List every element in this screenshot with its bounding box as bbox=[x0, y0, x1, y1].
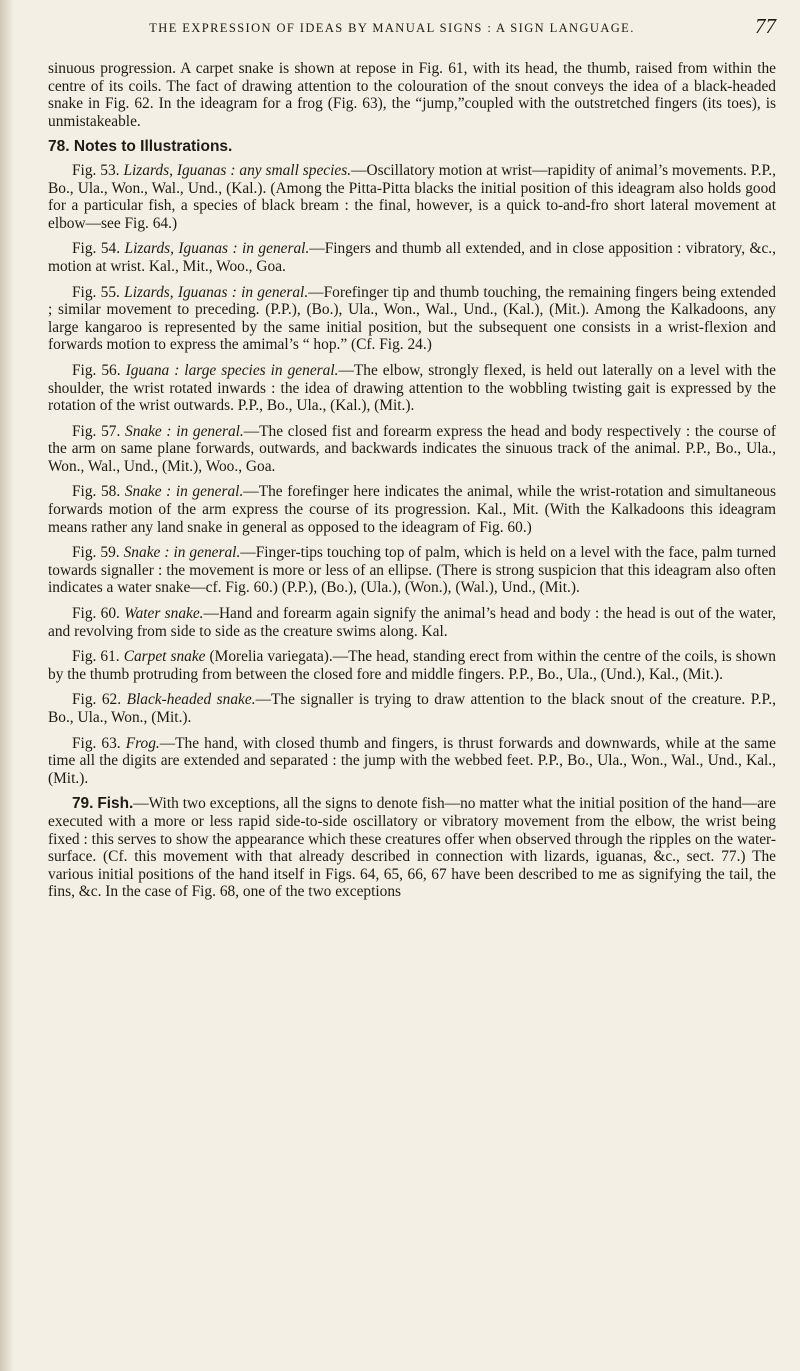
page-number: 77 bbox=[755, 14, 776, 38]
fig-57-ref: Fig. 57. bbox=[72, 422, 121, 440]
note-fig-56 bbox=[48, 362, 776, 415]
note-fig-62 bbox=[48, 691, 776, 726]
section-79-number: 79. bbox=[72, 795, 94, 813]
fig-58-name: Snake : in general. bbox=[124, 483, 244, 501]
fig-54-name: Lizards, Iguanas : in general. bbox=[124, 240, 310, 258]
page-edge-shadow bbox=[0, 0, 14, 1371]
section-78-heading bbox=[48, 138, 776, 156]
fig-60-ref: Fig. 60. bbox=[72, 605, 120, 623]
intro-paragraph: sinuous progression. A carpet snake is shown at repose in Fig. 61, with its head, the thumb, raised from within the centre of its coils. The fact of drawing attention to the colouration of the snout conveys the idea of a black-headed snake in Fig. 62. In the ideagram for a frog (Fig. 63), the “jump,”coupled with the outstretched fingers (its toes), is unmistakeable. bbox=[48, 60, 776, 130]
fig-60-text: —Hand and forearm again signify the animal’s head and body : the head is out of the water, and revolving from side to side as the creature swims along. Kal. bbox=[48, 605, 777, 640]
fig-57-name: Snake : in general. bbox=[125, 422, 244, 440]
fig-55-ref: Fig. 55. bbox=[72, 283, 120, 301]
fig-58-ref: Fig. 58. bbox=[72, 483, 121, 501]
fig-58-text: —The forefinger here indicates the animal, while the wrist-rotation and simultaneous forwards motion of the arm express the course of its progression. Kal., Mit. (With the Kalkadoons this ideagram means rather any land snake in general as opposed to the ideagram of Fig. 60.) bbox=[48, 483, 776, 536]
fig-56-name: Iguana : large species in general. bbox=[125, 361, 339, 379]
section-79-text: —With two exceptions, all the signs to denote fish—no matter what the initial position of the hand—are executed with a more or less rapid side-to-side oscillatory or vibratory movement from the elbow, the wrist being fixed : this serves to show the appearance which these creatures offer when observed through the ripples on the water-surface. (Cf. this movement with that already described in connection with lizards, iguanas, &c., sect. 77.) The various initial positions of the hand itself in Figs. 64, 65, 66, 67 have been described to me as signifying the tail, the fins, &c. In the case of Fig. 68, one of the two exceptions bbox=[48, 795, 776, 901]
note-fig-53 bbox=[48, 162, 776, 232]
fig-59-name: Snake : in general. bbox=[123, 544, 241, 562]
fig-63-name: Frog. bbox=[125, 734, 160, 752]
note-fig-55 bbox=[48, 284, 776, 354]
note-fig-61 bbox=[48, 648, 776, 683]
section-79-title: Fish. bbox=[97, 795, 134, 813]
fig-62-name: Black-headed snake. bbox=[126, 691, 256, 709]
note-fig-63 bbox=[48, 735, 776, 788]
fig-63-text: —The hand, with closed thumb and fingers, is thrust forwards and downwards, while at the same time all the digits are extended and separated : the jump with the webbed feet. P.P., Bo., Ula., Won., Wal., Und., Kal., (Mit.). bbox=[48, 734, 776, 787]
note-fig-57 bbox=[48, 423, 776, 476]
fig-56-ref: Fig. 56. bbox=[72, 361, 121, 379]
note-fig-59 bbox=[48, 544, 776, 597]
note-fig-58 bbox=[48, 483, 776, 536]
fig-61-name: Carpet snake bbox=[123, 648, 206, 666]
fig-61-ref: Fig. 61. bbox=[72, 648, 120, 666]
fig-55-text: —Forefinger tip and thumb touching, the remaining fingers being extended ; similar movement to preceding. (P.P.), (Bo.), Ula., Won., Wal., Und., (Kal.), (Mit.). Among the Kalkadoons, any large kangaroo is represented by the same initial position, but the subsequent one consists in a wrist-flexion and forwards motion to express the amimal’s “ hop.” (Cf. Fig. 24.) bbox=[48, 283, 776, 354]
fig-57-text: —The closed fist and forearm express the head and body respectively : the course of the arm on same plane forwards, outwards, and backwards indicates the sinuous track of the animal. P.P., Bo., Ula., Won., Wal., Und., (Mit.), Woo., Goa. bbox=[48, 422, 777, 475]
running-title: THE EXPRESSION OF IDEAS BY MANUAL SIGNS : A SIGN LANGUAGE. bbox=[149, 21, 635, 35]
fig-63-ref: Fig. 63. bbox=[72, 734, 121, 752]
body-text bbox=[48, 60, 776, 901]
fig-54-text: —Fingers and thumb all extended, and in close apposition : vibratory, &c., motion at wrist. Kal., Mit., Woo., Goa. bbox=[48, 240, 776, 275]
book-page bbox=[48, 0, 776, 1371]
running-head bbox=[48, 14, 776, 40]
fig-62-text: —The signaller is trying to draw attention to the black snout of the creature. P.P., Bo., Ula., Won., (Mit.). bbox=[48, 691, 776, 726]
fig-59-ref: Fig. 59. bbox=[72, 544, 120, 562]
section-78-title: Notes to Illustrations. bbox=[73, 138, 233, 156]
section-78-number: 78. bbox=[48, 138, 70, 156]
fig-54-ref: Fig. 54. bbox=[72, 240, 121, 258]
note-fig-54 bbox=[48, 240, 776, 275]
fig-53-ref: Fig. 53. bbox=[72, 161, 120, 179]
note-fig-60 bbox=[48, 605, 776, 640]
fig-53-text: —Oscillatory motion at wrist—rapidity of animal’s movements. P.P., Bo., Ula., Won., Wal., Und., (Kal.). (Among the Pitta-Pitta blacks the initial position of this ideagram also holds good for a particular fish, a species of black bream : the final, however, is a quick to-and-fro short lateral movement at elbow—see Fig. 64.) bbox=[48, 161, 776, 232]
fig-55-name: Lizards, Iguanas : in general. bbox=[124, 283, 309, 301]
fig-59-text: —Finger-tips touching top of palm, which is held on a level with the face, palm turned towards signaller : the movement is more or less of an ellipse. (There is strong suspicion that this ideagram also often indicates a water snake—cf. Fig. 60.) (P.P.), (Bo.), (Ula.), (Won.), (Wal.), Und., (Mit.). bbox=[48, 544, 776, 597]
section-79-paragraph bbox=[48, 795, 776, 901]
fig-61-text: (Morelia variegata).—The head, standing erect from within the centre of the coils, is shown by the thumb protruding from between the closed fore and middle fingers. P.P., Bo., Ula., (Und.), Kal., (Mit.). bbox=[48, 648, 776, 683]
fig-62-ref: Fig. 62. bbox=[72, 691, 122, 709]
fig-60-name: Water snake. bbox=[124, 605, 204, 623]
fig-56-text: —The elbow, strongly flexed, is held out laterally on a level with the shoulder, the wrist rotated inwards : the idea of drawing attention to the wobbling twisting gait is expressed by the rotation of the wrist outwards. P.P., Bo., Ula., (Kal.), (Mit.). bbox=[48, 361, 776, 415]
fig-53-name: Lizards, Iguanas : any small species. bbox=[123, 161, 352, 179]
